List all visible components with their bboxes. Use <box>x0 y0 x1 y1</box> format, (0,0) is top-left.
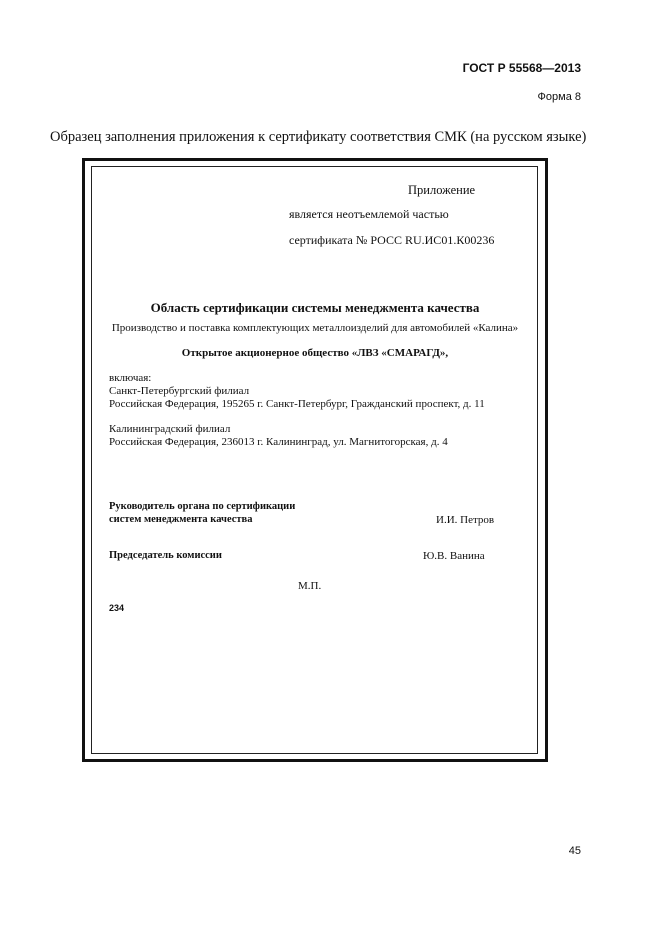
branch-address: Российская Федерация, 236013 г. Калининград, ул. Магнитогорская, д. 4 <box>109 436 448 448</box>
signatory-name: И.И. Петров <box>436 514 495 526</box>
certificate-inner-frame <box>91 166 538 754</box>
organization-name: Открытое акционерное общество «ЛВЗ «СМАРАГД», <box>181 347 449 359</box>
including-label: включая: <box>109 372 152 384</box>
signatory-role: Руководитель органа по сертификации <box>109 501 296 512</box>
signatory-name: Ю.В. Ванина <box>423 550 485 562</box>
form-label: Форма 8 <box>537 91 581 103</box>
standard-number: ГОСТ Р 55568—2013 <box>462 61 581 75</box>
branch-name: Санкт-Петербургский филиал <box>109 385 250 397</box>
page-number: 45 <box>568 845 581 857</box>
branch-name: Калининградский филиал <box>109 423 231 435</box>
branch-address: Российская Федерация, 195265 г. Санкт-Петербург, Гражданский проспект, д. 11 <box>109 398 485 410</box>
caption: Образец заполнения приложения к сертификату соответствия СМК (на русском языке) <box>50 129 587 145</box>
seal-placeholder: М.П. <box>298 580 322 592</box>
scope-text: Производство и поставка комплектующих металлоизделий для автомобилей «Калина» <box>111 322 519 334</box>
signatory-role: систем менеджмента качества <box>109 514 253 525</box>
registration-number: 234 <box>109 603 125 613</box>
signatory-role: Председатель комиссии <box>109 550 222 561</box>
appendix-label: Приложение <box>408 183 476 197</box>
certificate-number: сертификата № РОСС RU.ИС01.К00236 <box>289 233 495 247</box>
integral-part-text: является неотъемлемой частью <box>289 207 449 221</box>
scope-title: Область сертификации системы менеджмента качества <box>150 300 480 315</box>
